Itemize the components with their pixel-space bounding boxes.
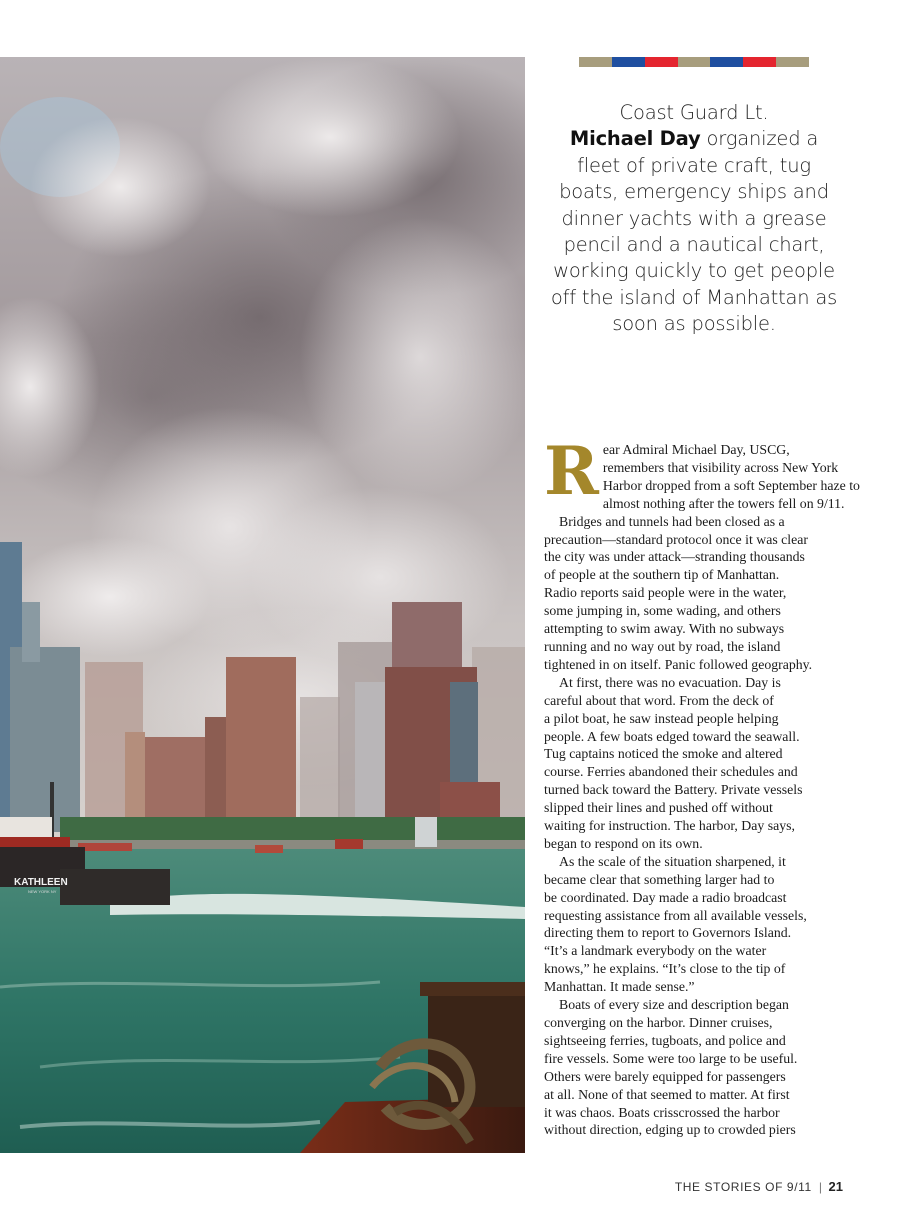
stripe-segment [579, 57, 612, 67]
pull-quote-intro: Coast Guard Lt. [619, 101, 769, 124]
article-line: tightened in on itself. Panic followed geography. [544, 656, 813, 672]
article-line: the city was under attack—stranding thousands [544, 549, 805, 565]
article-line: running and no way out by road, the island [544, 638, 781, 654]
article-line: became clear that something larger had to [544, 871, 775, 887]
article-line: Radio reports said people were in the water, [544, 585, 787, 601]
page-number: 21 [828, 1179, 843, 1194]
article-line: remembers that visibility across New York [602, 459, 839, 475]
pull-quote-name: Michael Day [569, 127, 701, 151]
article-line: Boats of every size and description began [559, 997, 789, 1013]
article-body [544, 432, 860, 1139]
pull-quote-text: organized a fleet of private craft, tug boats, emergency ships and dinner yachts with a grease pencil and a nautical chart, working quickly to get people off the island of Manhattan as soon as possible. [550, 127, 838, 336]
drop-cap: R [544, 432, 599, 510]
article-line: Tug captains noticed the smoke and altered [544, 746, 783, 762]
article-line: Manhattan. It made sense.” [544, 979, 695, 995]
article-line: converging on the harbor. Dinner cruises, [544, 1015, 773, 1030]
harbor-photo [0, 57, 525, 1153]
article-line: “It’s a landmark everybody on the water [544, 943, 767, 959]
article-line: without direction, edging up to crowded piers [544, 1122, 796, 1138]
article-line: Harbor dropped from a soft September haze to [602, 477, 860, 493]
publication-name: THE STORIES OF 9/11 [674, 1180, 812, 1194]
article-line: requesting assistance from all available vessels, [544, 907, 807, 923]
boat-name: KATHLEEN [14, 877, 68, 888]
article-line: be coordinated. Day made a radio broadcast [544, 889, 787, 905]
article-line: some jumping in, some wading, and others [544, 603, 781, 619]
article-line: As the scale of the situation sharpened, it [559, 853, 786, 869]
article-line: began to respond on its own. [544, 835, 703, 851]
article-line: knows,” he explains. “It’s close to the tip of [544, 961, 786, 977]
article-line: it was chaos. Boats crisscrossed the harbor [544, 1104, 780, 1120]
article-paragraph [544, 996, 844, 1139]
article-line: people. A few boats edged toward the seawall. [544, 728, 800, 744]
article-line: sightseeing ferries, tugboats, and police and [544, 1032, 786, 1048]
article-paragraph [544, 513, 844, 674]
footer-separator: | [818, 1180, 823, 1194]
article-line: precaution—standard protocol once it was clear [544, 531, 808, 547]
article-line: at all. None of that seemed to matter. At first [544, 1086, 790, 1102]
article-line: directing them to report to Governors Island. [544, 925, 792, 941]
article-line: Bridges and tunnels had been closed as a [559, 513, 785, 529]
article-paragraph [544, 853, 844, 996]
pull-quote [550, 100, 838, 338]
article-paragraph [544, 674, 844, 853]
article-line: Others were barely equipped for passengers [544, 1068, 786, 1084]
article-line: At first, there was no evacuation. Day is [559, 674, 781, 690]
article-line: attempting to swim away. With no subways [544, 621, 785, 637]
stripe-segment [743, 57, 776, 67]
boat-subtext: NEW YORK NY [28, 889, 57, 894]
article-line: fire vessels. Some were too large to be useful. [544, 1050, 798, 1066]
stripe-segment [710, 57, 743, 67]
article-line: of people at the southern tip of Manhattan. [544, 567, 780, 583]
article-line: slipped their lines and pushed off without [544, 800, 773, 816]
article-line: turned back toward the Battery. Private vessels [544, 782, 803, 798]
stripe-segment [776, 57, 809, 67]
article-line: a pilot boat, he saw instead people helping [544, 710, 779, 726]
article-line: careful about that word. From the deck of [544, 692, 774, 708]
decorative-stripe [579, 57, 809, 67]
page-footer [675, 1179, 843, 1194]
article-line: almost nothing after the towers fell on 9/11. [602, 495, 845, 511]
article-line: ear Admiral Michael Day, USCG, [602, 442, 790, 457]
stripe-segment [678, 57, 711, 67]
stripe-segment [645, 57, 678, 67]
article-line: course. Ferries abandoned their schedules and [544, 764, 798, 780]
stripe-segment [612, 57, 645, 67]
article-line: waiting for instruction. The harbor, Day says, [544, 818, 795, 834]
